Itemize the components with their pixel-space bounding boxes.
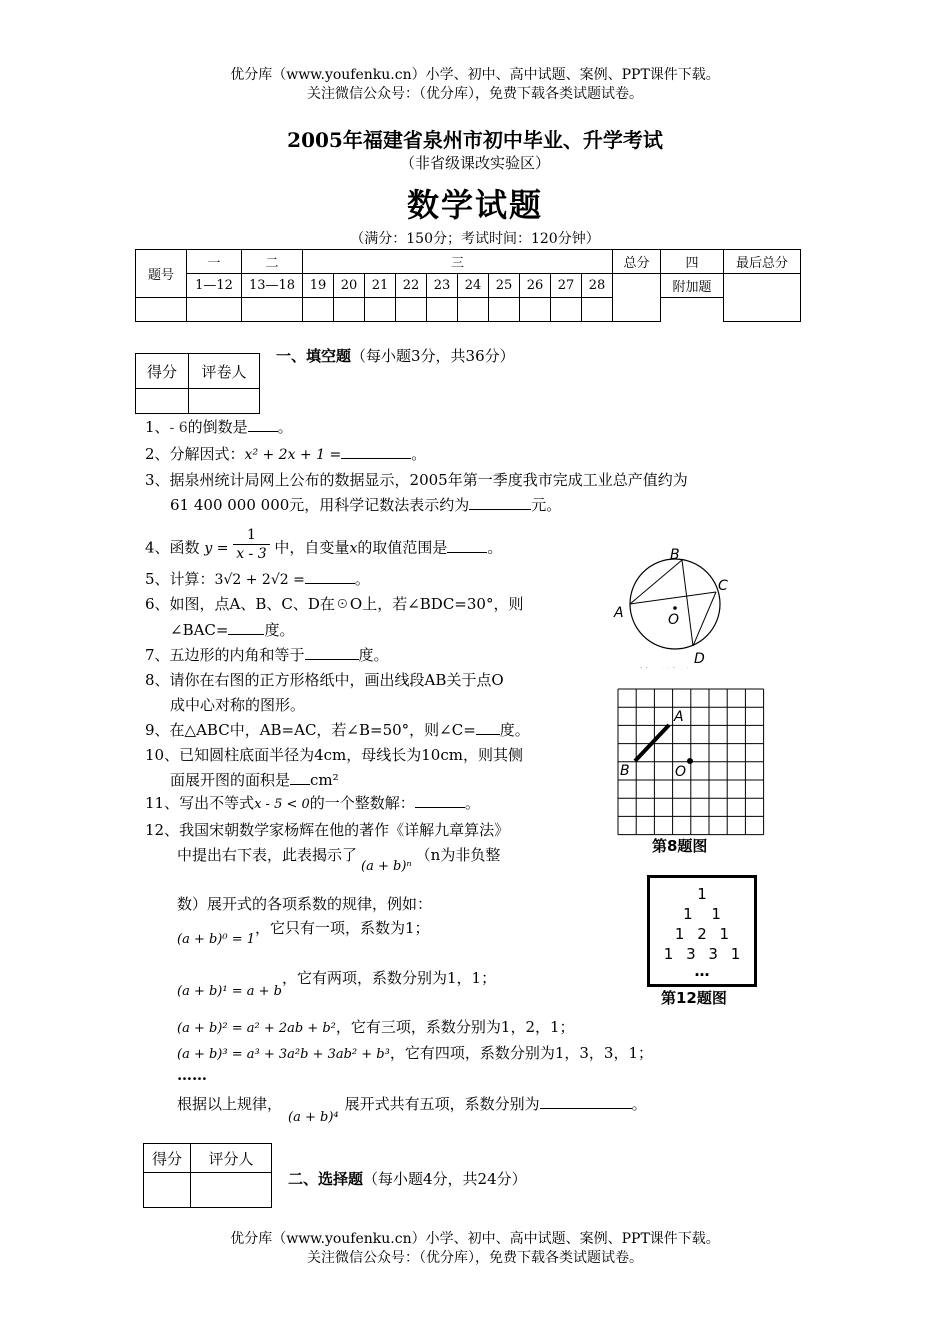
score-cell[interactable]	[187, 298, 242, 322]
answer-blank[interactable]	[305, 645, 359, 660]
row-4: 1 3 3 1	[663, 945, 741, 963]
figure-12-caption: 第12题图	[661, 989, 727, 1007]
question-10-cont: 面展开图的面积是 cm²	[170, 771, 339, 789]
num-cell: 20	[334, 274, 365, 298]
question-11: 11、写出不等式x - 5 < 0的一个整数解： 。	[145, 794, 480, 812]
score-input-cell[interactable]	[136, 389, 189, 414]
label-b: B	[620, 763, 630, 779]
answer-blank[interactable]	[290, 770, 310, 785]
circle-o	[630, 559, 720, 649]
score-input-cell[interactable]	[144, 1173, 191, 1208]
label-d: D	[694, 651, 705, 667]
figure-8-caption: 第8题图	[652, 837, 708, 855]
footer-line-1: 优分库（www.youfenku.cn）小学、初中、高中试题、案例、PPT课件下载。	[230, 1231, 720, 1247]
example-1: (a + b)¹ = a + b，它有两项，系数分别为1，1；	[177, 969, 497, 999]
score-label: 得分	[144, 1144, 191, 1173]
question-3-cont: 61 400 000 000元，用科学记数法表示约为 元。	[170, 496, 562, 514]
figure-8-grid	[612, 686, 768, 856]
subject-title: 数学试题	[406, 186, 543, 224]
example-3: (a + b)³ = a³ + 3a²b + 3ab² + b³，它有四项，系数分别为1，3，3，1；	[177, 1044, 654, 1062]
num-cell: 28	[582, 274, 613, 298]
label-a: A	[674, 709, 684, 725]
score-cell[interactable]	[489, 298, 520, 322]
row-2: 1 1	[683, 905, 721, 923]
question-6-cont: ∠BAC= 度。	[170, 621, 295, 639]
figure-6-circle	[608, 542, 738, 672]
score-cell[interactable]	[303, 298, 334, 322]
answer-blank[interactable]	[248, 417, 278, 432]
score-label: 得分	[136, 354, 189, 389]
grader-box-1	[135, 353, 260, 414]
label-o: O	[668, 612, 680, 628]
num-cell: 27	[551, 274, 582, 298]
question-2: 2、分解因式：x² + 2x + 1 = 。	[145, 445, 427, 463]
center-dot	[673, 606, 677, 610]
answer-blank[interactable]	[447, 538, 487, 553]
sec2-label: 二	[242, 250, 303, 274]
grader-input-cell[interactable]	[189, 389, 260, 414]
grader-box-2	[143, 1143, 272, 1208]
answer-blank[interactable]	[540, 1094, 632, 1109]
range2: 13—18	[242, 274, 303, 298]
tihao-label: 题号	[136, 250, 187, 298]
answer-blank[interactable]	[228, 620, 264, 635]
exam-info: （满分：150分；考试时间：120分钟）	[350, 231, 600, 247]
segment-ab	[635, 725, 669, 761]
num-cell: 23	[427, 274, 458, 298]
question-1: 1、- 6的倒数是 。	[145, 418, 293, 436]
label-o: O	[675, 764, 687, 780]
chord-bd	[682, 560, 693, 646]
range1: 1—12	[187, 274, 242, 298]
sec1-label: 一	[187, 250, 242, 274]
figure-12-box	[647, 875, 757, 987]
question-12-line2: 中提出右下表，此表揭示了(a + b)ⁿ（n为非负整	[177, 846, 501, 874]
question-8: 8、请你在右图的正方形格纸中，画出线段AB关于点O	[145, 671, 504, 689]
question-12: 12、我国宋朝数学家杨辉在他的著作《详解九章算法》	[145, 821, 510, 839]
label-b: B	[670, 547, 680, 563]
total-score-cell[interactable]	[613, 274, 661, 322]
section-1-title: 一、填空题（每小题3分，共36分）	[276, 347, 515, 365]
question-10: 10、已知圆柱底面半径为4cm，母线长为10cm，则其侧	[145, 746, 523, 764]
score-cell[interactable]	[136, 298, 187, 322]
question-3: 3、据泉州统计局网上公布的数据显示，2005年第一季度我市完成工业总产值约为	[145, 471, 688, 489]
score-cell[interactable]	[582, 298, 613, 322]
header-line-2: 关注微信公众号：（优分库），免费下载各类试题试卷。	[307, 86, 643, 102]
sec4-label: 四	[661, 250, 724, 274]
answer-blank[interactable]	[476, 720, 500, 735]
num-cell: 22	[396, 274, 427, 298]
num-cell: 26	[520, 274, 551, 298]
num-cell: 24	[458, 274, 489, 298]
grader-label: 评卷人	[189, 354, 260, 389]
score-cell[interactable]	[365, 298, 396, 322]
num-cell: 21	[365, 274, 396, 298]
answer-blank[interactable]	[305, 569, 355, 584]
example-0: (a + b)⁰ = 1，它只有一项，系数为1；	[177, 919, 430, 947]
question-7: 7、五边形的内角和等于 度。	[145, 646, 389, 664]
score-table	[135, 249, 801, 322]
score-cell[interactable]	[520, 298, 551, 322]
final-score-cell[interactable]	[724, 274, 801, 322]
question-4: 4、函数 y = $\frac{1}{x - 3}$ 中，自变量x的取值范围是 。	[145, 527, 503, 562]
question-12-final: 根据以上规律，(a + b)⁴展开式共有五项，系数分别为 。	[177, 1095, 647, 1125]
example-2: (a + b)² = a² + 2ab + b²，它有三项，系数分别为1，2，1；	[177, 1018, 575, 1036]
grader-label: 评分人	[191, 1144, 272, 1173]
bonus-label: 附加题	[661, 274, 724, 298]
answer-blank[interactable]	[469, 495, 531, 510]
score-cell[interactable]	[334, 298, 365, 322]
grader-input-cell[interactable]	[191, 1173, 272, 1208]
exam-title: 2005年福建省泉州市初中毕业、升学考试	[287, 128, 663, 152]
num-cell: 19	[303, 274, 334, 298]
sec3-label: 三	[303, 250, 613, 274]
section-2-title: 二、选择题（每小题4分，共24分）	[288, 1170, 527, 1188]
label-c: C	[718, 578, 728, 594]
question-5: 5、计算：3√2 + 2√2 = 。	[145, 570, 370, 588]
num-cell: 25	[489, 274, 520, 298]
answer-blank[interactable]	[415, 793, 465, 808]
question-6: 6、如图，点A、B、C、D在☉O上，若∠BDC=30°，则	[145, 595, 524, 613]
question-9: 9、在△ABC中，AB=AC，若∠B=50°，则∠C= 度。	[145, 721, 530, 739]
label-a: A	[614, 605, 624, 621]
score-cell[interactable]	[242, 298, 303, 322]
question-8-cont: 成中心对称的图形。	[170, 696, 306, 714]
point-o	[687, 758, 693, 764]
row-3: 1 2 1	[674, 925, 730, 943]
footer-line-2: 关注微信公众号：（优分库），免费下载各类试题试卷。	[307, 1250, 643, 1266]
total-label: 总分	[613, 250, 661, 274]
ellipsis: ……	[177, 1066, 207, 1084]
header-line-1: 优分库（www.youfenku.cn）小学、初中、高中试题、案例、PPT课件下载。	[230, 67, 720, 83]
answer-blank[interactable]	[341, 444, 411, 459]
question-12-line3: 数）展开式的各项系数的规律，例如：	[177, 895, 433, 913]
row-1: 1	[697, 885, 707, 903]
score-cell[interactable]	[396, 298, 427, 322]
chord-ac	[630, 592, 716, 604]
score-cell[interactable]	[427, 298, 458, 322]
score-cell[interactable]	[551, 298, 582, 322]
row-dots: …	[694, 962, 710, 980]
caption-mask	[600, 668, 740, 682]
score-cell[interactable]	[458, 298, 489, 322]
final-total-label: 最后总分	[724, 250, 801, 274]
exam-subtitle: （非省级课改实验区）	[399, 154, 550, 172]
